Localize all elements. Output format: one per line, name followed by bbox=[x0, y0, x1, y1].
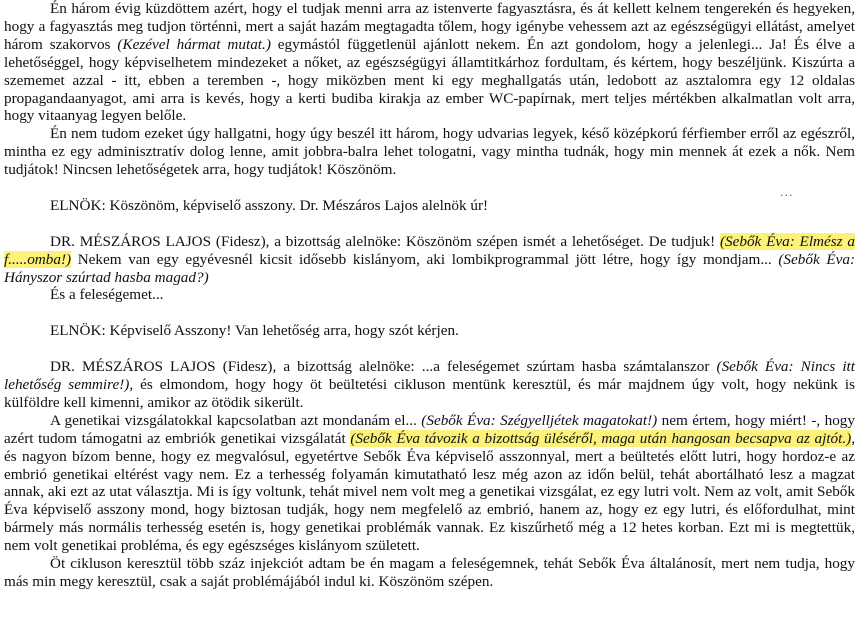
stage-remark: (Sebők Éva: Hányszor szúrtad hasba magad?) bbox=[4, 250, 855, 286]
stage-remark: (Sebők Éva: Nincs itt lehetőség semmire!) bbox=[4, 358, 855, 393]
speech-text: Én három évig küzdöttem azért, hogy el tudjak menni arra az istenverte fagyasztásra, és át kellett kelnem tengerekén és hegyeken, hogy a fagyasztás meg tudjon történni, mert a saját hazám megtagadta tőlem, hogy igénybe vehessem azt az egészségügyi ellátást, amelyet három szakorvos bbox=[4, 0, 855, 53]
speech-text: egymástól függetlenül ajánlott nekem. Én azt gondolom, hogy a jelenlegi... Ja! És élve a lehetőséggel, hogy képviselhetem mindezeket a nőket, az egészségügyi államtitkárhoz fordultam, és kértem, hogy beszéljünk. Kiszúrta a szememet azzal - itt, ebben a teremben -, hogy miközben ment ki egy meghallgatás után, ledobott az asztalomra egy 12 oldalas propagandaanyagot, ami arra is kevés, hogy a kerti budiba kirakja az ember WC-papírnak, mert teljes mértékben alkalmatlan volt arra, hogy vitaanyag legyen belőle. bbox=[4, 35, 855, 125]
transcript-paragraph-p6 bbox=[4, 322, 855, 340]
transcript-paragraph-p7 bbox=[4, 358, 855, 412]
speech-text: Én nem tudom ezeket úgy hallgatni, hogy úgy beszél itt három, hogy udvarias legyek, késő középkorú férfiember erről az egészről, mintha ez egy adminisztratív dolog lenne, amit jobbra-balra lehet tologatni, vagy mintha tudnák, hogy min mennek át ezek a nők. Nem tudjátok! Nincsen lehetőségetek arra, hogy tudjátok! Köszönöm. bbox=[4, 125, 855, 179]
margin-mark: ... bbox=[780, 186, 794, 199]
speech-text: A genetikai vizsgálatokkal kapcsolatban azt mondanám el... bbox=[50, 411, 422, 429]
speech-text: , és nagyon bízom benne, hogy ez megvalósul, egyetértve Sebők Éva képviselő asszonnyal, mert a beültetés előtt lutri, hogy hordoz-e az embrió genetikai eltérést vagy nem. Ez a terhesség folyamán kimutatható lesz még azon az időn belül, tehát abortálható lesz a magzat annak, aki ezt az utat választja. Mi is így voltunk, tehát mivel nem volt meg a genetikai vizsgálat, ez egy lutri volt. Nem az volt, amit Sebők Éva képviselő asszony mond, hogy biztosan tudják, hogy nem megfelelő az embrió, hanem az, hogy ez egy lutri, és előfordulhat, mint bármely más normális terhesség esetén is, hogy genetikai problémák vannak. Ez kiszűrhető még a 12 hetes korban. Ezt mi is megtettük, nem volt genetikai probléma, és egy egészséges kislányom született. bbox=[4, 429, 856, 555]
speech-text: ELNÖK: Képviselő Asszony! Van lehetőség arra, hogy szót kérjen. bbox=[50, 322, 459, 340]
speech-text: Nekem van egy egyévesnél kicsit idősebb kislányom, aki lombikprogrammal jött létre, hogy így mondjam... bbox=[71, 250, 779, 268]
speech-text: DR. MÉSZÁROS LAJOS (Fidesz), a bizottság alelnöke: ...a feleségemet szúrtam hasba számtalanszor bbox=[50, 358, 717, 376]
transcript-paragraph-p9 bbox=[4, 555, 855, 591]
transcript-paragraph-p1 bbox=[4, 0, 855, 125]
speech-text: nem értem, hogy miért! -, hogy azért tudom támogatni az embriók genetikai vizsgálatát bbox=[4, 411, 855, 447]
speech-text: Öt cikluson keresztül több száz injekciót adtam be én magam a feleségemnek, tehát Sebők Éva általánosít, mert nem tudja, hogy más min megy keresztül, csak a saját problémájából indul ki. Köszönöm szépen. bbox=[4, 555, 855, 590]
transcript-paragraph-p4 bbox=[4, 233, 855, 287]
speech-text: ELNÖK: Köszönöm, képviselő asszony. Dr. Mészáros Lajos alelnök úr! bbox=[50, 196, 489, 214]
stage-remark: (Kezével hármat mutat.) bbox=[117, 35, 271, 53]
transcript-paragraph-p2 bbox=[4, 125, 855, 179]
highlighted-remark: (Sebők Éva távozik a bizottság üléséről, maga után hangosan becsapva az ajtót.) bbox=[350, 429, 852, 447]
stage-remark: (Sebők Éva: Szégyelljétek magatokat!) bbox=[421, 411, 658, 429]
highlighted-remark: (Sebők Éva: Elmész a f.....omba!) bbox=[4, 232, 855, 268]
speech-text: És a feleségemet... bbox=[50, 286, 164, 304]
transcript-page bbox=[4, 0, 855, 591]
transcript-paragraph-p5 bbox=[4, 286, 855, 304]
speech-text: DR. MÉSZÁROS LAJOS (Fidesz), a bizottság alelnöke: Köszönöm szépen ismét a lehetőséget. De tudjuk! bbox=[50, 232, 720, 250]
transcript-paragraph-p8 bbox=[4, 412, 855, 555]
transcript-paragraph-p3 bbox=[4, 197, 855, 215]
speech-text: , és elmondom, hogy hogy öt beültetési cikluson mentünk keresztül, és már majdnem úgy volt, hogy nekünk is külföldre kell kimenni, amikor az ötödik sikerült. bbox=[4, 375, 855, 411]
